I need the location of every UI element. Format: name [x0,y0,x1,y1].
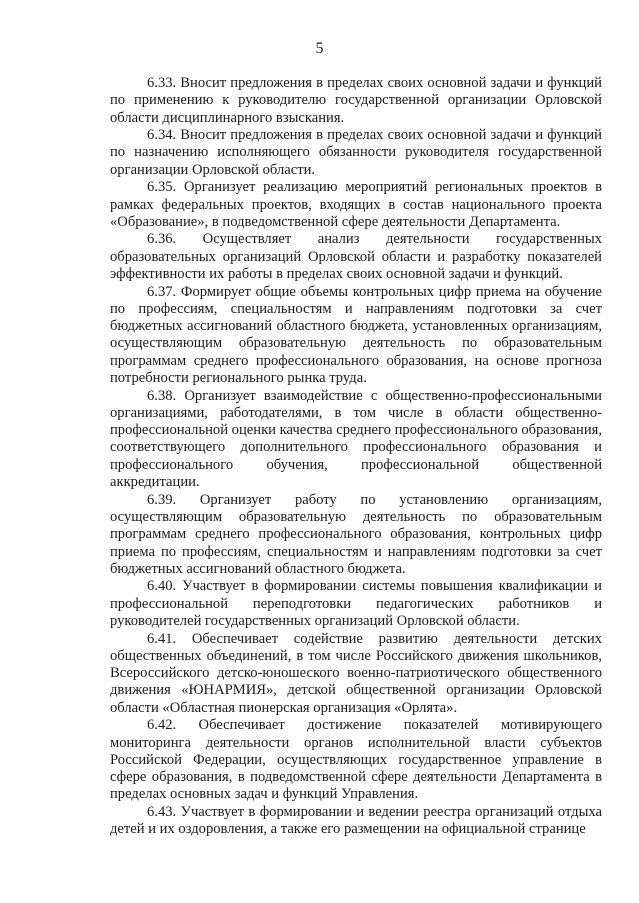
paragraph-6-41: 6.41. Обеспечивает содействие развитию деятельности детских общественных объединений, в том числе Российского движения школьников, Всероссийского детско-юношеского военно-патриотического общественного движения «ЮНАРМИЯ», детской общественной организации Орловской области «Областная пионерская организация «Орлята». [110,630,602,716]
paragraph-6-42: 6.42. Обеспечивает достижение показателей мотивирующего мониторинга деятельности органов исполнительной власти субъектов Российской Федерации, осуществляющих государственное управление в сфере образования, в подведомственной сфере деятельности Департамента в пределах основных задач и функций Управления. [110,717,602,803]
paragraph-6-38: 6.38. Организует взаимодействие с общественно-профессиональными организациями, работодателями, в том числе в области общественно-профессиональной оценки качества среднего профессионального образования, соответствующего дополнительного профессионального образования и профессионального обучения, профессиональной общественной аккредитации. [110,387,603,491]
paragraph-6-34: 6.34. Вносит предложения в пределах своих основной задачи и функций по назначению исполняющего обязанности руководителя государственной организации Орловской области. [110,127,602,178]
paragraph-6-43: 6.43. Участвует в формировании и ведении реестра организаций отдыха детей и их оздоровления, а также его размещении на официальной странице [110,803,602,838]
paragraph-6-35: 6.35. Организует реализацию мероприятий региональных проектов в рамках федеральных проектов, входящих в состав национального проекта «Образование», в подведомственной сфере деятельности Департамента. [110,179,602,230]
page-number: 5 [315,40,324,57]
paragraph-6-37: 6.37. Формирует общие объемы контрольных цифр приема на обучение по профессиям, специальностям и направлениям подготовки за счет бюджетных ассигнований областного бюджета, установленных организациям, осуществляющим образовательную деятельность по образовательным программам среднего профессионального образования, на основе прогноза потребности регионального рынка труда. [110,283,602,387]
paragraph-6-33: 6.33. Вносит предложения в пределах своих основной задачи и функций по применению к руководителю государственной организации Орловской области дисциплинарного взыскания. [110,75,602,126]
paragraph-6-36: 6.36. Осуществляет анализ деятельности государственных образовательных организаций Орловской области и разработку показателей эффективности их работы в пределах своих основной задачи и функций. [110,231,602,283]
paragraph-6-40: 6.40. Участвует в формировании системы повышения квалификации и профессиональной переподготовки педагогических работников и руководителей государственных организаций Орловской области. [110,578,602,629]
paragraph-6-39: 6.39. Организует работу по установлению организациям, осуществляющим образовательную деятельность по образовательным программам среднего профессионального образования, контрольных цифр приема по профессиям, специальностям и направлениям подготовки за счет бюджетных ассигнований областного бюджета. [110,491,602,577]
document-body [110,75,602,839]
